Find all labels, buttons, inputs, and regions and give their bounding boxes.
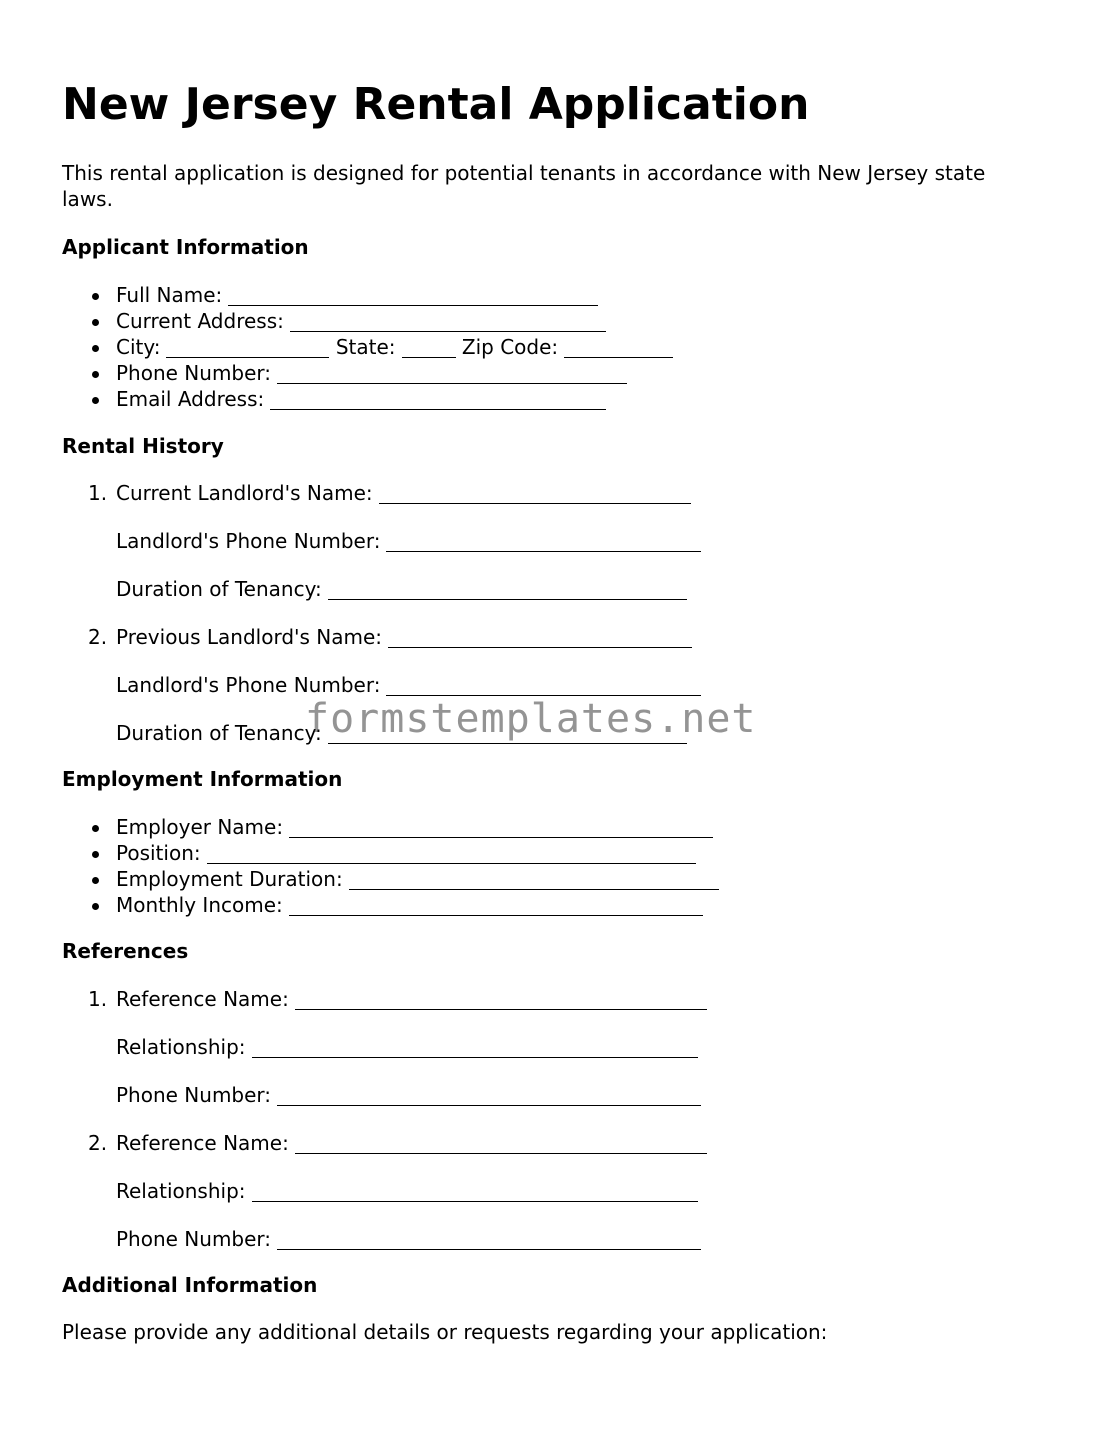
- additional-info-prompt: Please provide any additional details or requests regarding your application:: [62, 1320, 828, 1344]
- relationship-label: Relationship:: [116, 1179, 246, 1203]
- full-name-field: [116, 282, 673, 308]
- landlord-name-field: [88, 480, 701, 506]
- list-number: 2.: [88, 625, 108, 649]
- state-label: State:: [335, 335, 396, 359]
- landlord-phone-field: [116, 528, 701, 554]
- references-heading: References: [62, 939, 189, 963]
- phone-field: [116, 360, 673, 386]
- relationship-field: [116, 1034, 707, 1060]
- monthly-income-field: [116, 892, 719, 918]
- employer-field: [116, 814, 719, 840]
- monthly-income-blank[interactable]: [289, 895, 703, 916]
- reference-phone-label: Phone Number:: [116, 1083, 272, 1107]
- reference-name-label: Reference Name:: [116, 987, 289, 1011]
- intro-paragraph: This rental application is designed for potential tenants in accordance with New Jersey state laws.: [62, 161, 986, 211]
- relationship-field: [116, 1178, 707, 1204]
- tenancy-duration-field: [116, 576, 701, 602]
- landlord-phone-label: Landlord's Phone Number:: [116, 529, 381, 553]
- monthly-income-label: Monthly Income:: [116, 893, 283, 917]
- landlord-name-blank[interactable]: [379, 483, 691, 504]
- employer-label: Employer Name:: [116, 815, 284, 839]
- landlord-phone-label: Landlord's Phone Number:: [116, 673, 381, 697]
- phone-blank[interactable]: [277, 363, 627, 384]
- reference-phone-label: Phone Number:: [116, 1227, 272, 1251]
- reference-phone-field: [116, 1226, 707, 1252]
- relationship-blank[interactable]: [252, 1181, 698, 1202]
- state-blank[interactable]: [402, 337, 456, 358]
- list-spacer: [116, 602, 701, 624]
- applicant-section-heading: Applicant Information: [62, 235, 309, 259]
- current-address-label: Current Address:: [116, 309, 284, 333]
- list-spacer: [116, 1108, 707, 1130]
- landlord-name-label: Previous Landlord's Name:: [116, 625, 383, 649]
- list-number: 2.: [88, 1131, 108, 1155]
- zip-blank[interactable]: [564, 337, 673, 358]
- position-label: Position:: [116, 841, 201, 865]
- city-blank[interactable]: [166, 337, 329, 358]
- phone-label: Phone Number:: [116, 361, 272, 385]
- relationship-label: Relationship:: [116, 1035, 246, 1059]
- relationship-blank[interactable]: [252, 1037, 698, 1058]
- email-field: [116, 386, 673, 412]
- employment-section-heading: Employment Information: [62, 767, 343, 791]
- position-field: [116, 840, 719, 866]
- full-name-label: Full Name:: [116, 283, 223, 307]
- reference-entry: [88, 1130, 707, 1252]
- rental-history-list: [88, 480, 701, 746]
- reference-name-blank[interactable]: [295, 989, 707, 1010]
- position-blank[interactable]: [207, 843, 696, 864]
- page-title: New Jersey Rental Application: [62, 79, 810, 130]
- reference-name-field: [88, 986, 707, 1012]
- reference-entry: [88, 986, 707, 1108]
- employment-duration-label: Employment Duration:: [116, 867, 343, 891]
- employer-blank[interactable]: [289, 817, 713, 838]
- employment-field-list: [116, 814, 719, 918]
- tenancy-duration-label: Duration of Tenancy:: [116, 577, 322, 601]
- tenancy-duration-label: Duration of Tenancy:: [116, 721, 322, 745]
- landlord-name-field: [88, 624, 701, 650]
- landlord-phone-field: [116, 672, 701, 698]
- reference-name-label: Reference Name:: [116, 1131, 289, 1155]
- reference-phone-blank[interactable]: [277, 1229, 701, 1250]
- city-state-zip-field: [116, 334, 673, 360]
- employment-duration-blank[interactable]: [349, 869, 719, 890]
- list-number: 1.: [88, 987, 108, 1011]
- reference-name-blank[interactable]: [295, 1133, 707, 1154]
- references-list: [88, 986, 707, 1252]
- tenancy-duration-field: [116, 720, 701, 746]
- landlord-name-label: Current Landlord's Name:: [116, 481, 373, 505]
- reference-name-field: [88, 1130, 707, 1156]
- landlord-phone-blank[interactable]: [386, 531, 701, 552]
- email-label: Email Address:: [116, 387, 265, 411]
- current-address-field: [116, 308, 673, 334]
- email-blank[interactable]: [270, 389, 606, 410]
- rental-history-heading: Rental History: [62, 434, 224, 458]
- list-number: 1.: [88, 481, 108, 505]
- reference-phone-field: [116, 1082, 707, 1108]
- landlord-name-blank[interactable]: [388, 627, 692, 648]
- landlord-phone-blank[interactable]: [386, 675, 701, 696]
- zip-label: Zip Code:: [461, 335, 559, 359]
- rental-history-entry: [88, 480, 701, 602]
- employment-duration-field: [116, 866, 719, 892]
- watermark: formstemplates.net: [305, 696, 757, 742]
- rental-history-entry: [88, 624, 701, 746]
- reference-phone-blank[interactable]: [277, 1085, 701, 1106]
- applicant-field-list: [116, 282, 673, 412]
- additional-info-heading: Additional Information: [62, 1273, 318, 1297]
- current-address-blank[interactable]: [290, 311, 606, 332]
- tenancy-duration-blank[interactable]: [328, 723, 687, 744]
- tenancy-duration-blank[interactable]: [328, 579, 687, 600]
- full-name-blank[interactable]: [228, 285, 598, 306]
- city-label: City:: [116, 335, 161, 359]
